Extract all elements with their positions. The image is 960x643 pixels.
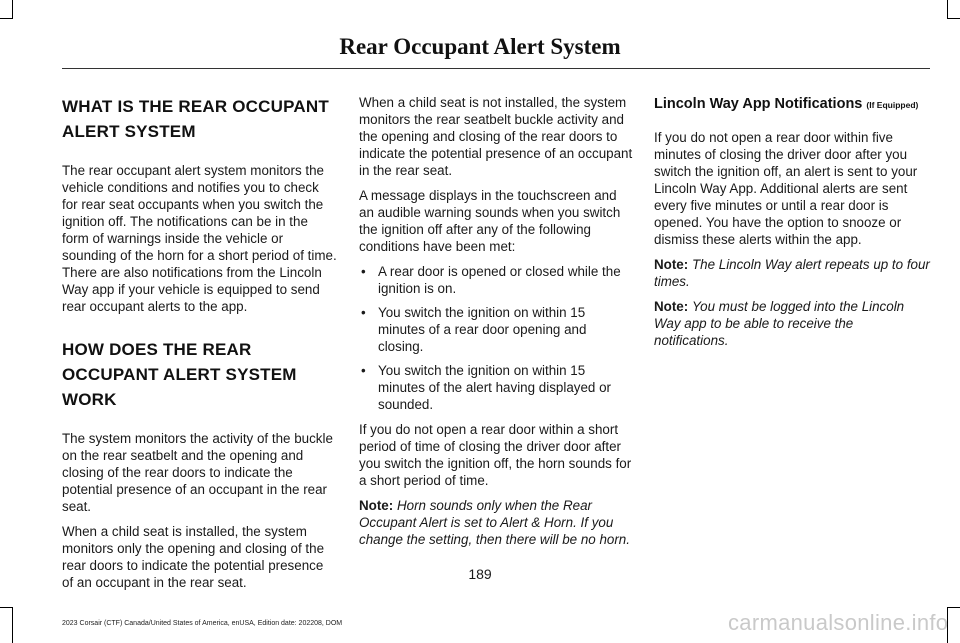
running-head-title: Rear Occupant Alert System [339,34,621,59]
note-text: You must be logged into the Lincoln Way app to be able to receive the notifications. [654,299,905,348]
note-label: Note: [654,257,689,272]
bullet-icon: • [361,264,366,279]
crop-mark-top-left-v [12,0,13,18]
header-rule [62,68,930,69]
crop-mark-bottom-left-h [0,607,13,608]
list-item-text: You switch the ignition on within 15 minutes of a rear door opening and closing. [378,305,587,354]
page-number: 189 [468,566,492,582]
section-heading-how-does: HOW DOES THE REAR OCCUPANT ALERT SYSTEM WORK [62,340,297,409]
crop-mark-top-right-v [947,0,948,18]
column-3 [654,94,930,357]
list-item-text: A rear door is opened or closed while the ignition is on. [378,264,621,296]
note-text: The Lincoln Way alert repeats up to four times. [654,257,930,289]
crop-mark-top-right-h [947,18,960,19]
list-item [359,362,635,413]
list-item [359,263,635,297]
paragraph: A message displays in the touchscreen and an audible warning sounds when you switch the ignition off after any of the following conditions have been met: [359,188,621,254]
conditions-list [359,263,635,413]
paragraph: If you do not open a rear door within a short period of time of closing the driver door after you switch the ignition off, the horn sounds for a short period of time. [359,422,632,488]
note [654,298,930,349]
note [359,497,635,548]
paragraph: When a child seat is not installed, the system monitors the rear seatbelt buckle activity and the opening and closing of the rear doors to indicate the potential presence of an occupant in the rear seat. [359,95,633,178]
section-heading-lincoln-way [654,94,930,115]
note [654,256,930,290]
list-item [359,304,635,355]
column-1 [62,94,338,599]
crop-mark-top-left-h [0,18,13,19]
heading-text: Lincoln Way App Notifications [654,96,863,112]
if-equipped-tag: (If Equipped) [866,100,919,110]
crop-mark-bottom-right-h [947,607,960,608]
note-label: Note: [654,299,689,314]
note-text: Horn sounds only when the Rear Occupant Alert is set to Alert & Horn. If you change the setting, then there will be no horn. [359,498,630,547]
bullet-icon: • [361,363,366,378]
section-heading-what-is: WHAT IS THE REAR OCCUPANT ALERT SYSTEM [62,97,329,141]
paragraph: When a child seat is installed, the system monitors only the opening and closing of the rear doors to indicate the potential presence of an occupant in the rear seat. [62,524,325,590]
bullet-icon: • [361,305,366,320]
column-2 [359,94,635,556]
watermark: carmanualsonline.info [728,610,949,635]
paragraph: If you do not open a rear door within five minutes of closing the driver door after you switch the ignition off, an alert is sent to your Lincoln Way App. Additional alerts are sent every five minutes or until a rear door is opened. You have the option to snooze or dismiss these alerts within the app. [654,130,918,247]
list-item-text: You switch the ignition on within 15 minutes of the alert having displayed or sounded. [378,363,611,412]
edition-footer: 2023 Corsair (CTF) Canada/United States of America, enUSA, Edition date: 202208, DOM [62,620,343,627]
note-label: Note: [359,498,394,513]
crop-mark-bottom-left-v [12,607,13,643]
paragraph: The system monitors the activity of the buckle on the rear seatbelt and the opening and closing of the rear doors to indicate the potential presence of an occupant in the rear seat. [62,431,333,514]
paragraph: The rear occupant alert system monitors the vehicle conditions and notifies you to check for rear seat occupants when you switch the ignition off. The notifications can be in the form of warnings inside the vehicle or sounding of the horn for a short period of time. There are also notifications from the Lincoln Way app if your vehicle is equipped to send rear occupant alerts to the app. [62,163,337,314]
